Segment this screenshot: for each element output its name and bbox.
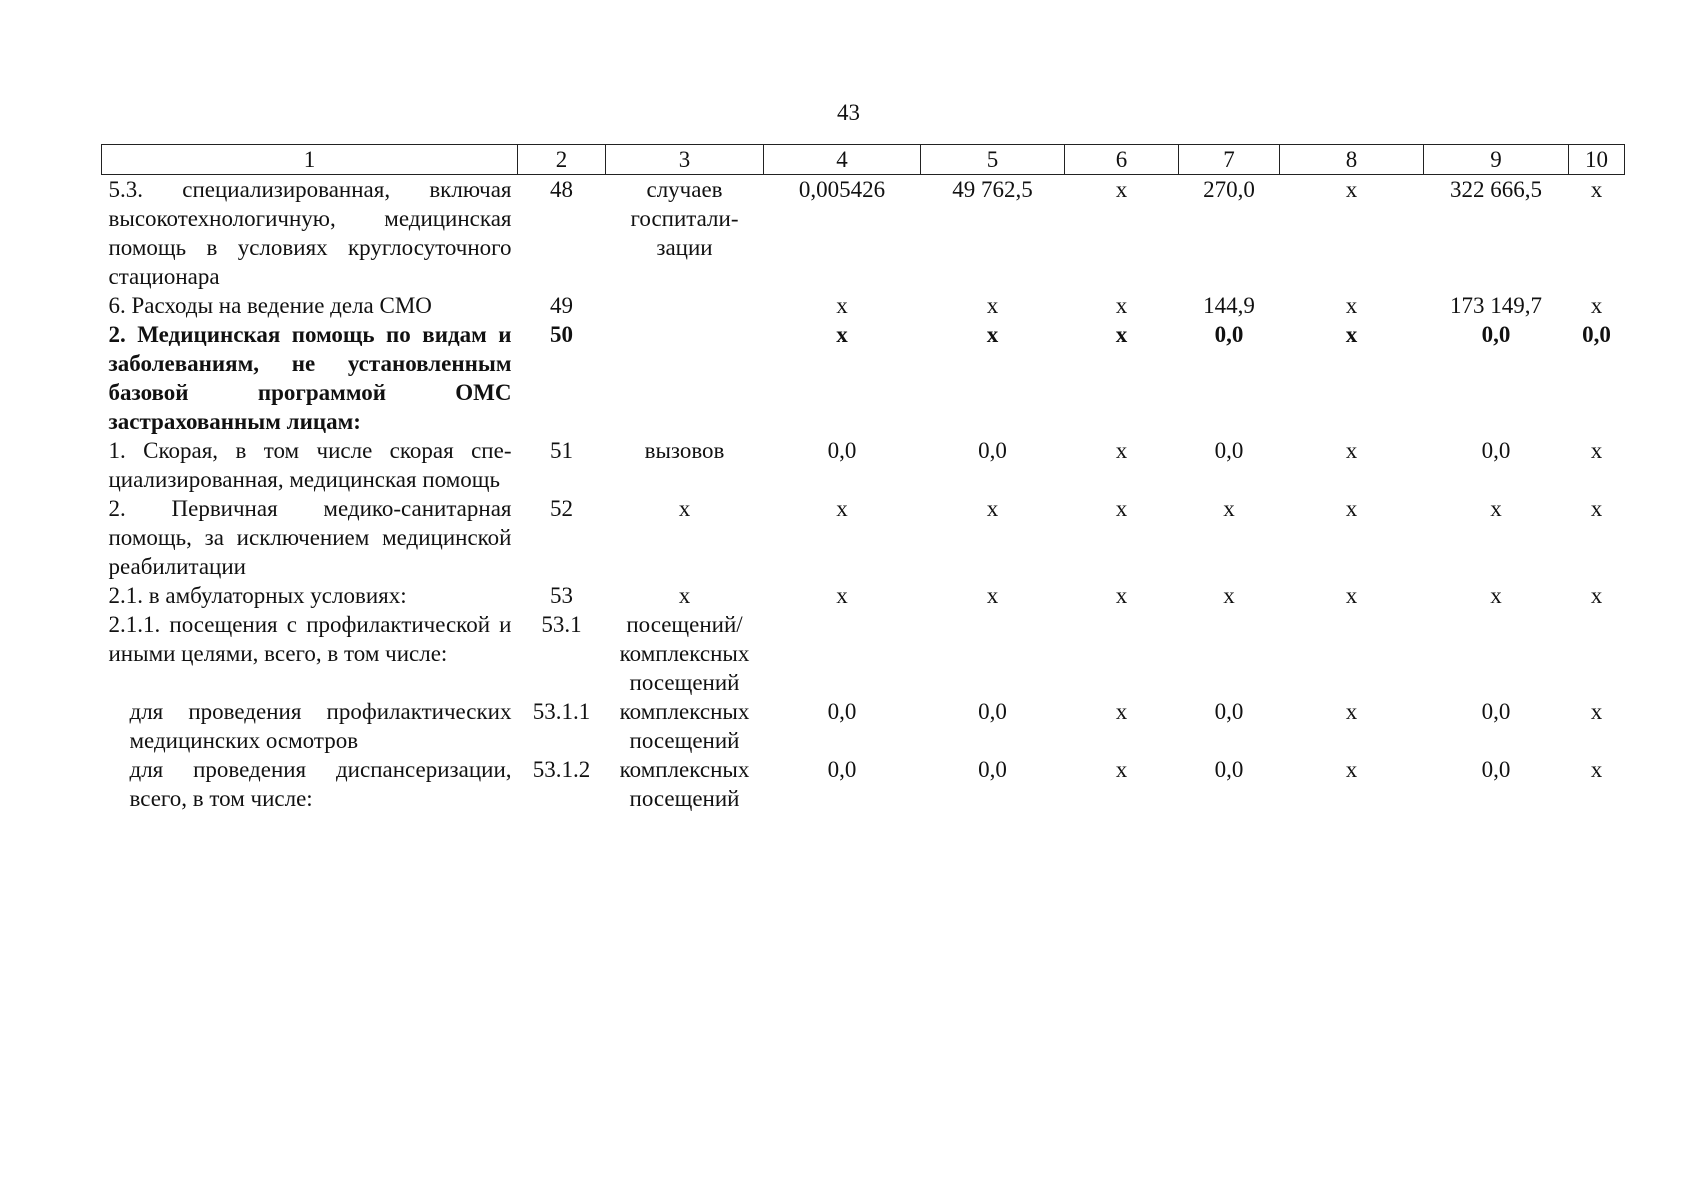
row-value: х — [1590, 438, 1603, 463]
row-unit: х — [678, 496, 691, 521]
row-value: 0,0 — [978, 438, 1007, 463]
row-value — [1569, 610, 1625, 697]
row-value: х — [1345, 322, 1358, 347]
row-value: 0,0 — [1481, 699, 1511, 724]
row-value: 0,0 — [827, 438, 857, 463]
row-value: 0,0 — [1214, 757, 1244, 782]
row-value: 0,0 — [1481, 322, 1511, 347]
row-value — [921, 610, 1065, 697]
row-value: х — [1345, 177, 1358, 202]
row-value: х — [1345, 583, 1358, 608]
row-value: х — [1223, 583, 1235, 608]
row-name: 5.3. специализированная, включая высокотехнологичную, медицинская помощь в условиях круглосуточного стационара — [108, 177, 512, 289]
header-cell: 6 — [1065, 145, 1179, 175]
table-row — [102, 291, 1625, 320]
row-value: х — [986, 496, 999, 521]
row-name: 1. Скорая, в том числе скорая специализированная, медицинская помощь — [108, 438, 512, 492]
row-unit — [606, 320, 764, 436]
row-unit: посещений/комплексных посещений — [619, 612, 750, 695]
row-value — [1424, 610, 1569, 697]
row-unit: комплексных посещений — [619, 699, 750, 753]
row-name: для проведения диспансеризации, всего, в том числе: — [129, 757, 512, 811]
row-value: 0,0 — [1481, 757, 1511, 782]
row-unit: случаев госпитализации — [630, 177, 739, 260]
header-cell: 8 — [1280, 145, 1424, 175]
header-cell: 5 — [921, 145, 1065, 175]
row-code: 49 — [550, 293, 573, 318]
row-value — [764, 610, 921, 697]
row-value: х — [1115, 293, 1128, 318]
row-value: х — [1115, 322, 1128, 347]
data-table — [101, 144, 1625, 813]
row-value: 0,0 — [978, 757, 1007, 782]
row-value: х — [1490, 583, 1502, 608]
row-value: 0,0 — [827, 757, 857, 782]
row-value: х — [986, 293, 999, 318]
header-cell: 3 — [606, 145, 764, 175]
row-value: 0,0 — [1481, 438, 1511, 463]
row-value: 0,0 — [1214, 699, 1244, 724]
header-cell: 10 — [1569, 145, 1625, 175]
row-value: х — [836, 293, 848, 318]
table-row — [102, 320, 1625, 436]
row-value: 173 149,7 — [1450, 293, 1542, 318]
row-name: 2.1.1. посещения с профилактической и иными целями, всего, в том числе: — [108, 612, 512, 666]
row-value: 0,0 — [1214, 438, 1244, 463]
row-value: х — [1345, 496, 1358, 521]
row-code: 53 — [550, 583, 573, 608]
table-row — [102, 610, 1625, 697]
row-value: 0,0 — [1214, 322, 1244, 347]
row-code: 52 — [550, 496, 573, 521]
row-name: 2.1. в амбулаторных условиях: — [108, 583, 407, 608]
row-value: х — [836, 583, 848, 608]
row-unit — [606, 291, 764, 320]
row-value: х — [1115, 496, 1128, 521]
row-code: 53.1.2 — [532, 757, 591, 782]
row-value: х — [1223, 496, 1235, 521]
row-code: 51 — [550, 438, 573, 463]
table-row — [102, 755, 1625, 813]
row-value: 0,005426 — [798, 177, 886, 202]
row-value: х — [1115, 583, 1128, 608]
row-value: х — [1590, 293, 1603, 318]
row-value: х — [1590, 699, 1603, 724]
row-code: 48 — [550, 177, 573, 202]
row-name: для проведения профилактических медицинских осмотров — [129, 699, 512, 753]
row-value: 144,9 — [1203, 293, 1255, 318]
row-value: 49 762,5 — [952, 177, 1033, 202]
row-value: 0,0 — [827, 699, 857, 724]
row-name: 6. Расходы на ведение дела СМО — [108, 293, 432, 318]
row-code: 50 — [550, 322, 573, 347]
header-row — [102, 145, 1625, 175]
row-value: х — [1590, 177, 1603, 202]
row-value: 270,0 — [1203, 177, 1255, 202]
row-value: х — [1345, 293, 1358, 318]
table-row — [102, 494, 1625, 581]
row-unit: комплексных посещений — [619, 757, 750, 811]
row-code: 53.1.1 — [532, 699, 591, 724]
table-row — [102, 581, 1625, 610]
row-value: х — [1345, 438, 1358, 463]
row-value: х — [1115, 699, 1128, 724]
row-value: х — [1115, 438, 1128, 463]
row-value: 0,0 — [978, 699, 1007, 724]
row-value: х — [1345, 757, 1358, 782]
row-value: х — [1490, 496, 1502, 521]
row-value: х — [1590, 496, 1603, 521]
header-cell: 9 — [1424, 145, 1569, 175]
row-name: 2. Первичная медико-санитарная помощь, за исключением медицинской реабилитации — [108, 496, 512, 579]
row-value: х — [1590, 757, 1603, 782]
header-cell: 7 — [1179, 145, 1280, 175]
row-value — [1179, 610, 1280, 697]
table-row — [102, 436, 1625, 494]
row-value — [1065, 610, 1179, 697]
header-cell: 4 — [764, 145, 921, 175]
row-value: х — [986, 583, 999, 608]
row-value: х — [1115, 177, 1128, 202]
row-value: х — [836, 322, 848, 347]
header-cell: 1 — [102, 145, 518, 175]
header-cell: 2 — [518, 145, 606, 175]
row-value: 322 666,5 — [1450, 177, 1542, 202]
row-value: 0,0 — [1582, 322, 1611, 347]
row-value: х — [1345, 699, 1358, 724]
row-value: х — [986, 322, 999, 347]
row-value: х — [1115, 757, 1128, 782]
row-value: х — [1590, 583, 1603, 608]
row-name: 2. Медицинская помощь по видам и заболеваниям, не установленным базовой программой ОМС застрахованным лицам: — [108, 322, 512, 434]
row-unit: х — [678, 583, 691, 608]
table-row — [102, 697, 1625, 755]
row-unit: вызовов — [644, 438, 725, 463]
row-value: х — [836, 496, 848, 521]
row-code: 53.1 — [541, 612, 582, 637]
row-value — [1280, 610, 1424, 697]
table-row — [102, 175, 1625, 292]
page-number: 43 — [837, 100, 860, 125]
